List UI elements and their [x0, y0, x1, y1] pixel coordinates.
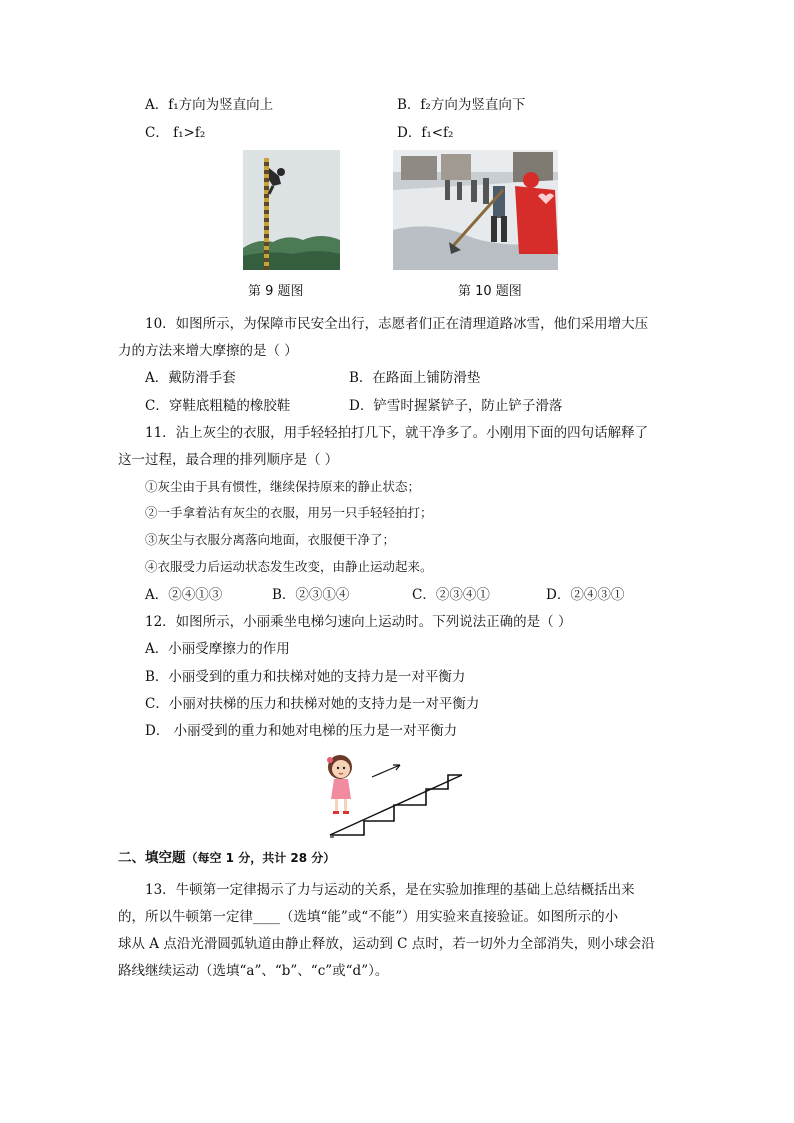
q10-figure-snow-clearing: [393, 150, 558, 270]
q10-option-c: C．穿鞋底粗糙的橡胶鞋: [145, 398, 291, 414]
q10-stem-line1: 10．如图所示，为保障市民安全出行，志愿者们正在清理道路冰雪，他们采用增大压: [145, 316, 649, 332]
q11-option-c: C．②③④①: [412, 587, 490, 603]
q12-option-c: C．小丽对扶梯的压力和扶梯对她的支持力是一对平衡力: [145, 696, 480, 712]
q13-line2: 的，所以牛顿第一定律____（选填“能”或“不能”）用实验来直接验证。如图所示的小: [118, 909, 619, 925]
q11-option-b: B．②③①④: [272, 587, 350, 603]
q13-line4: 路线继续运动（选填“a”、“b”、“c”或“d”）。: [118, 963, 389, 979]
q10-option-d: D．铲雪时握紧铲子，防止铲子滑落: [349, 398, 563, 414]
section2-note: （每空 1 分，共计 28 分）: [185, 851, 336, 865]
section2-title: 二、填空题: [118, 850, 186, 866]
q12-option-d: D． 小丽受到的重力和她对电梯的压力是一对平衡力: [145, 723, 458, 739]
q10-stem-line2: 力的方法来增大摩擦的是（ ）: [118, 343, 298, 359]
q12-stem: 12．如图所示，小丽乘坐电梯匀速向上运动时。下列说法正确的是（ ）: [145, 614, 572, 630]
q13-line1: 13．牛顿第一定律揭示了力与运动的关系，是在实验加推理的基础上总结概括出来: [145, 882, 635, 898]
q12-option-a: A．小丽受摩擦力的作用: [145, 641, 290, 657]
q13-line3: 球从 A 点沿光滑圆弧轨道由静止释放，运动到 C 点时，若一切外力全部消失，则小球会沿: [118, 936, 655, 952]
q9-figure-pole-climber: [243, 150, 340, 270]
q11-option-d: D．②④③①: [546, 587, 625, 603]
q9-option-c: C． f₁>f₂: [145, 125, 206, 141]
q11-stem-line2: 这一过程，最合理的排列顺序是（ ）: [118, 452, 339, 468]
section2-heading: [118, 848, 335, 868]
q10-option-a: A．戴防滑手套: [145, 370, 236, 386]
q11-statement-2: ②一手拿着沾有灰尘的衣服，用另一只手轻轻拍打；: [145, 505, 433, 520]
q11-stem-line1: 11．沾上灰尘的衣服，用手轻轻拍打几下，就干净多了。小刚用下面的四句话解释了: [145, 425, 649, 441]
q12-figure-escalator: [320, 745, 465, 840]
q9-option-a: A．f₁方向为竖直向上: [145, 97, 274, 113]
q11-statement-3: ③灰尘与衣服分离落向地面，衣服便干净了；: [145, 532, 396, 547]
q11-statement-1: ①灰尘由于具有惯性，继续保持原来的静止状态；: [145, 479, 421, 494]
q9-option-d: D．f₁<f₂: [397, 125, 454, 141]
q9-option-b: B．f₂方向为竖直向下: [397, 97, 526, 113]
q11-option-a: A．②④①③: [145, 587, 223, 603]
q9-figure-caption: 第 9 题图: [248, 284, 304, 299]
q11-statement-4: ④衣服受力后运动状态发生改变，由静止运动起来。: [145, 559, 433, 574]
q10-option-b: B．在路面上铺防滑垫: [349, 370, 481, 386]
q10-figure-caption: 第 10 题图: [458, 284, 522, 299]
q12-option-b: B．小丽受到的重力和扶梯对她的支持力是一对平衡力: [145, 669, 466, 685]
